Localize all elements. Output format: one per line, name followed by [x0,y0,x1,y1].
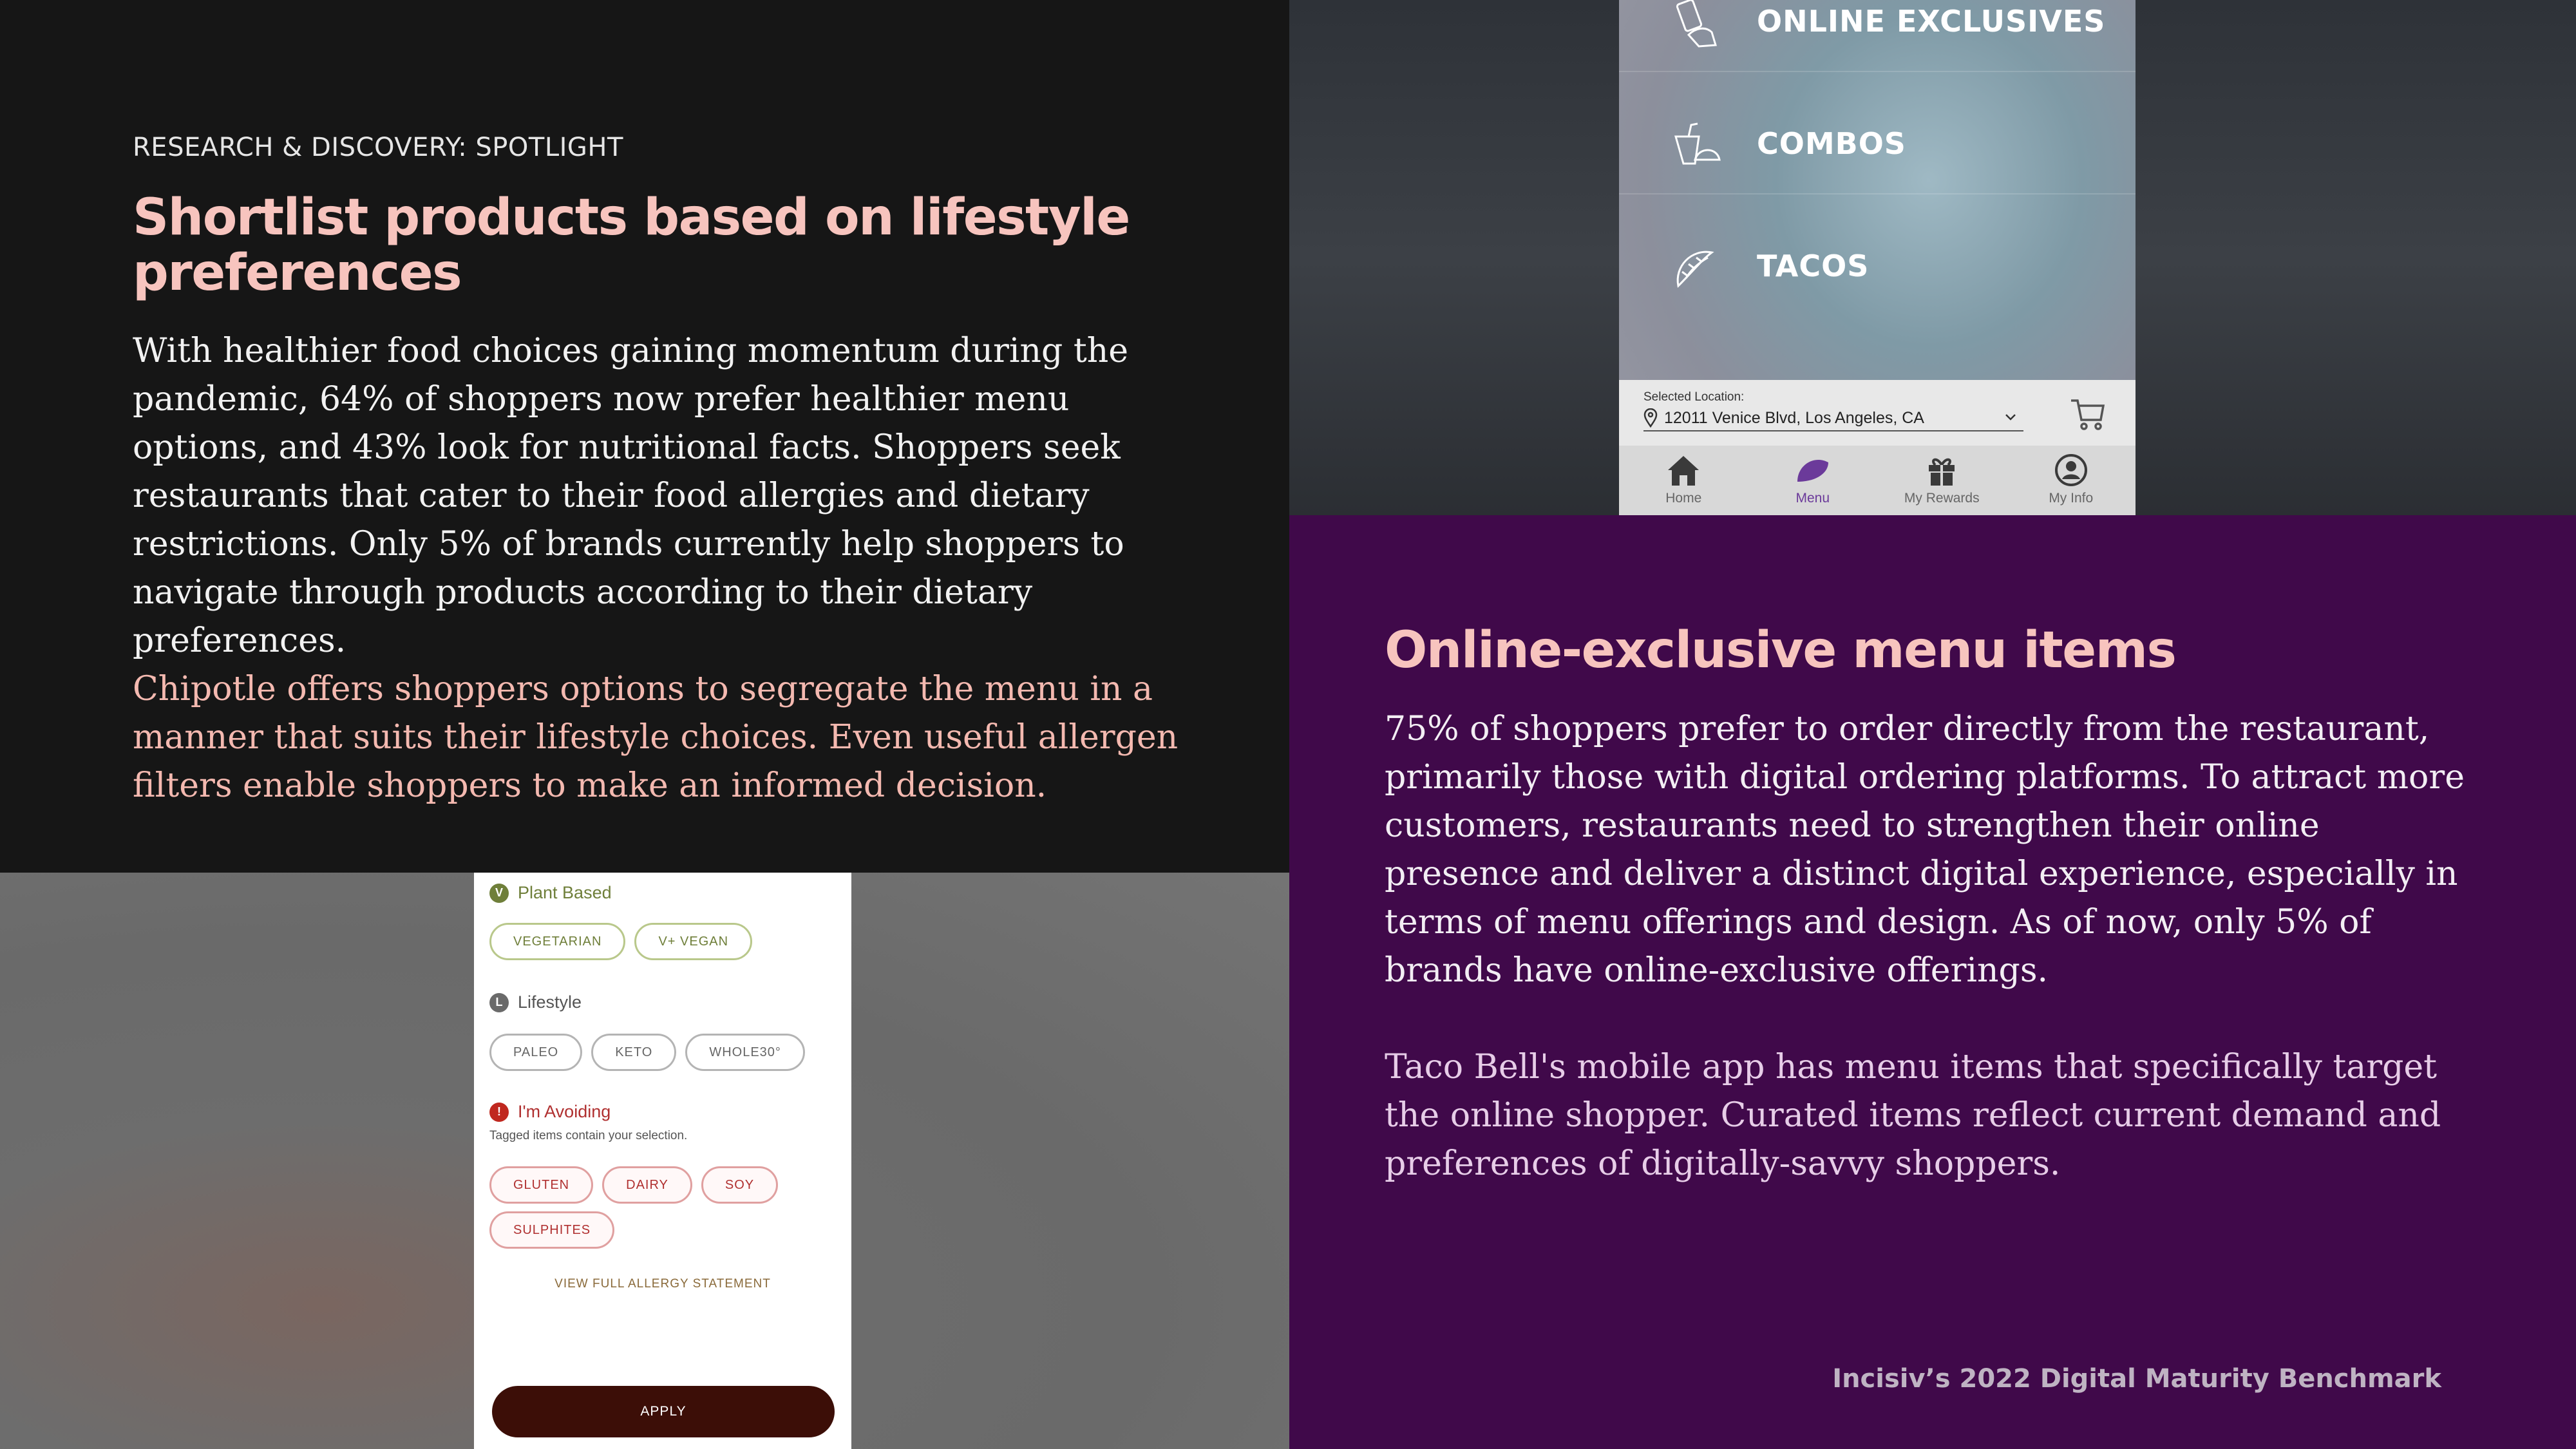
warning-icon: ! [489,1103,509,1122]
lifestyle-icon: L [489,993,509,1012]
tab-menu[interactable] [1748,446,1878,515]
combo-icon [1669,118,1723,173]
avoiding-subtitle: Tagged items contain your selection. [489,1129,688,1142]
avoiding-chips-row-2 [489,1211,614,1249]
lifestyle-section [0,0,1289,873]
tacobell-app [1619,0,2136,515]
tab-label: My Rewards [1904,491,1980,506]
location-pin-icon [1643,408,1658,428]
menu-item-label: TACOS [1757,249,1870,283]
menu-item-online-exclusives[interactable] [1619,0,2136,72]
chevron-down-icon [2004,411,2017,424]
allergy-statement-link[interactable]: VIEW FULL ALLERGY STATEMENT [554,1277,771,1291]
chip-gluten[interactable]: GLUTEN [489,1166,593,1204]
chip-vegetarian[interactable]: VEGETARIAN [489,923,625,960]
chip-whole30[interactable]: WHOLE30° [685,1034,805,1071]
avoiding-heading [489,1102,611,1122]
plant-based-icon: V [489,884,509,903]
lifestyle-body: With healthier food choices gaining momentum during the pandemic, 64% of shoppers now prefer healthier menu options, and 43% look for nutritional facts. Shoppers seek restaurants that cater to their food allergies and dietary restrictions. Only 5% of brands currently help shoppers to navigate through products according to their dietary preferences. [133,332,1128,660]
taco-icon [1669,241,1723,295]
tab-label: Home [1665,491,1702,506]
chip-dairy[interactable]: DAIRY [602,1166,692,1204]
tacobell-screenshot [1289,0,2576,515]
online-exclusive-section [1289,515,2576,1449]
location-bar [1619,380,2136,446]
chip-soy[interactable]: SOY [701,1166,778,1204]
lifestyle-label: Lifestyle [518,992,582,1012]
plant-based-chips [489,923,752,960]
lifestyle-chips [489,1034,805,1071]
phone-hand-icon [1669,0,1723,50]
gift-icon [1924,453,1960,487]
location-select[interactable] [1643,406,2023,431]
section-eyebrow: RESEARCH & DISCOVERY: SPOTLIGHT [133,133,623,162]
plant-based-heading [489,883,612,903]
online-exclusive-body: 75% of shoppers prefer to order directly from the restaurant, primarily those with digital ordering platforms. To attract more customers, restaurants need to strengthen their online presence and deliver a distinct digital experience, especially in terms of menu offerings and design. As of now, only 5% of brands have online-exclusive offerings. [1385,710,2465,990]
plant-based-label: Plant Based [518,883,612,902]
lifestyle-note: Chipotle offers shoppers options to segregate the menu in a manner that suits their lifestyle choices. Even useful allergen filters enable shoppers to make an informed decision. [133,670,1179,805]
lifestyle-title: Shortlist products based on lifestyle preferences [133,189,1130,302]
location-caption: Selected Location: [1643,390,1745,404]
chipotle-screenshot [0,873,1289,1449]
avoiding-label: I'm Avoiding [518,1102,611,1121]
bottom-tab-bar [1619,446,2136,515]
online-exclusive-title: Online-exclusive menu items [1385,621,2176,679]
cart-icon[interactable] [2069,394,2107,433]
footer-source: Incisiv’s 2022 Digital Maturity Benchmark [1832,1364,2441,1394]
user-icon [2053,453,2089,487]
chip-sulphites[interactable]: SULPHITES [489,1211,614,1249]
tab-my-info[interactable] [2007,446,2136,515]
location-value: 12011 Venice Blvd, Los Angeles, CA [1664,408,1924,427]
tab-label: My Info [2049,491,2094,506]
menu-item-tacos[interactable] [1619,194,2136,317]
lifestyle-heading [489,992,582,1012]
online-exclusive-note: Taco Bell's mobile app has menu items that specifically target the online shopper. Curated items reflect current demand and preferences of digitally-savvy shoppers. [1385,1048,2441,1183]
home-icon [1665,453,1701,487]
apply-button[interactable]: APPLY [492,1386,835,1437]
menu-item-label: COMBOS [1757,126,1906,161]
tab-home[interactable] [1619,446,1748,515]
menu-item-combos[interactable] [1619,72,2136,194]
chip-paleo[interactable]: PALEO [489,1034,582,1071]
menu-item-label: ONLINE EXCLUSIVES [1757,4,2106,39]
avoiding-chips-row-1 [489,1166,778,1204]
chip-vegan[interactable]: V+ VEGAN [634,923,752,960]
chipotle-filter-panel [474,873,851,1449]
tab-label: Menu [1795,491,1830,506]
chip-keto[interactable]: KETO [591,1034,676,1071]
taco-menu-icon [1795,453,1831,487]
tab-my-rewards[interactable] [1877,446,2007,515]
